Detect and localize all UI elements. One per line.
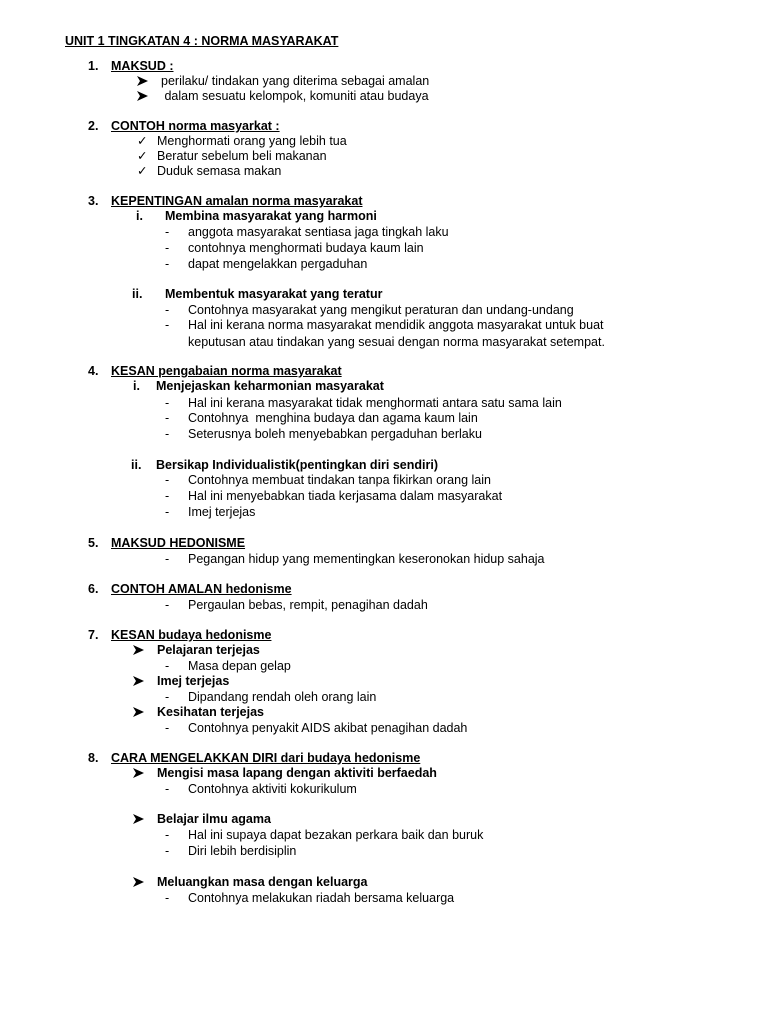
document-title: UNIT 1 TINGKATAN 4 : NORMA MASYARAKAT (65, 34, 339, 48)
dash-bullet: - (165, 489, 170, 503)
list-item: Dipandang rendah oleh orang lain (188, 690, 377, 704)
section-7-number: 7. (88, 628, 99, 642)
section-6-heading: CONTOH AMALAN hedonisme (111, 582, 292, 596)
list-item: Pergaulan bebas, rempit, penagihan dadah (188, 598, 428, 612)
section-3-number: 3. (88, 194, 99, 208)
roman-numeral: i. (133, 379, 140, 393)
arrow-bullet-icon (137, 76, 148, 86)
dash-bullet: - (165, 396, 170, 410)
list-item: contohnya menghormati budaya kaum lain (188, 241, 424, 255)
section-2-number: 2. (88, 119, 99, 133)
list-item: Menghormati orang yang lebih tua (157, 134, 347, 148)
arrow-bullet-icon (133, 877, 144, 887)
point-heading: Meluangkan masa dengan keluarga (157, 875, 368, 889)
arrow-bullet-icon (137, 91, 148, 101)
list-item: perilaku/ tindakan yang diterima sebagai amalan (161, 74, 430, 88)
dash-bullet: - (165, 598, 170, 612)
section-5-heading: MAKSUD HEDONISME (111, 536, 246, 550)
dash-bullet: - (165, 225, 170, 239)
list-item: Contohnya penyakit AIDS akibat penagihan dadah (188, 721, 468, 735)
arrow-bullet-icon (133, 676, 144, 686)
list-item: Seterusnya boleh menyebabkan pergaduhan berlaku (188, 427, 482, 441)
dash-bullet: - (165, 891, 170, 905)
section-2-heading: CONTOH norma masyarkat : (111, 119, 280, 133)
dash-bullet: - (165, 427, 170, 441)
list-item-continuation: keputusan atau tindakan yang sesuai dengan norma masyarakat setempat. (188, 335, 605, 349)
point-heading: Mengisi masa lapang dengan aktiviti berfaedah (157, 766, 437, 780)
dash-bullet: - (165, 690, 170, 704)
dash-bullet: - (165, 318, 170, 332)
arrow-bullet-icon (133, 814, 144, 824)
check-bullet-icon: ✓ (137, 149, 148, 163)
list-item: Duduk semasa makan (157, 164, 282, 178)
dash-bullet: - (165, 659, 170, 673)
sub-heading: Menjejaskan keharmonian masyarakat (156, 379, 384, 393)
check-bullet-icon: ✓ (137, 164, 148, 178)
section-8-heading: CARA MENGELAKKAN DIRI dari budaya hedonisme (111, 751, 421, 765)
section-4-heading: KESAN pengabaian norma masyarakat (111, 364, 342, 378)
section-1-number: 1. (88, 59, 99, 73)
section-8-number: 8. (88, 751, 99, 765)
sub-heading: Bersikap Individualistik(pentingkan diri sendiri) (156, 458, 439, 472)
dash-bullet: - (165, 844, 170, 858)
check-bullet-icon: ✓ (137, 134, 148, 148)
point-heading: Belajar ilmu agama (157, 812, 271, 826)
sub-heading: Membina masyarakat yang harmoni (165, 209, 377, 223)
dash-bullet: - (165, 552, 170, 566)
list-item: Imej terjejas (188, 505, 256, 519)
roman-numeral: ii. (131, 458, 142, 472)
dash-bullet: - (165, 411, 170, 425)
dash-bullet: - (165, 473, 170, 487)
list-item: Diri lebih berdisiplin (188, 844, 297, 858)
list-item: Contohnya melakukan riadah bersama keluarga (188, 891, 455, 905)
section-4-number: 4. (88, 364, 99, 378)
list-item: Contohnya aktiviti kokurikulum (188, 782, 357, 796)
dash-bullet: - (165, 828, 170, 842)
dash-bullet: - (165, 721, 170, 735)
list-item: Hal ini menyebabkan tiada kerjasama dalam masyarakat (188, 489, 503, 503)
dash-bullet: - (165, 241, 170, 255)
point-heading: Imej terjejas (157, 674, 230, 688)
list-item: Contohnya masyarakat yang mengikut peraturan dan undang-undang (188, 303, 574, 317)
arrow-bullet-icon (133, 645, 144, 655)
roman-numeral: ii. (132, 287, 143, 301)
list-item: Hal ini supaya dapat bezakan perkara baik dan buruk (188, 828, 484, 842)
list-item: Pegangan hidup yang mementingkan keseronokan hidup sahaja (188, 552, 545, 566)
list-item: Beratur sebelum beli makanan (157, 149, 327, 163)
list-item: Masa depan gelap (188, 659, 291, 673)
section-1-heading: MAKSUD : (111, 59, 174, 73)
arrow-bullet-icon (133, 768, 144, 778)
section-3-heading: KEPENTINGAN amalan norma masyarakat (111, 194, 363, 208)
point-heading: Pelajaran terjejas (157, 643, 260, 657)
sub-heading: Membentuk masyarakat yang teratur (165, 287, 383, 301)
dash-bullet: - (165, 505, 170, 519)
point-heading: Kesihatan terjejas (157, 705, 264, 719)
section-5-number: 5. (88, 536, 99, 550)
list-item: Contohnya membuat tindakan tanpa fikirkan orang lain (188, 473, 491, 487)
list-item: anggota masyarakat sentiasa jaga tingkah laku (188, 225, 449, 239)
roman-numeral: i. (136, 209, 143, 223)
section-7-heading: KESAN budaya hedonisme (111, 628, 272, 642)
dash-bullet: - (165, 303, 170, 317)
list-item: Contohnya menghina budaya dan agama kaum lain (188, 411, 478, 425)
list-item: dapat mengelakkan pergaduhan (188, 257, 368, 271)
list-item: Hal ini kerana norma masyarakat mendidik anggota masyarakat untuk buat (188, 318, 604, 332)
dash-bullet: - (165, 257, 170, 271)
list-item: Hal ini kerana masyarakat tidak menghormati antara satu sama lain (188, 396, 562, 410)
list-item: dalam sesuatu kelompok, komuniti atau budaya (161, 89, 429, 103)
arrow-bullet-icon (133, 707, 144, 717)
dash-bullet: - (165, 782, 170, 796)
section-6-number: 6. (88, 582, 99, 596)
